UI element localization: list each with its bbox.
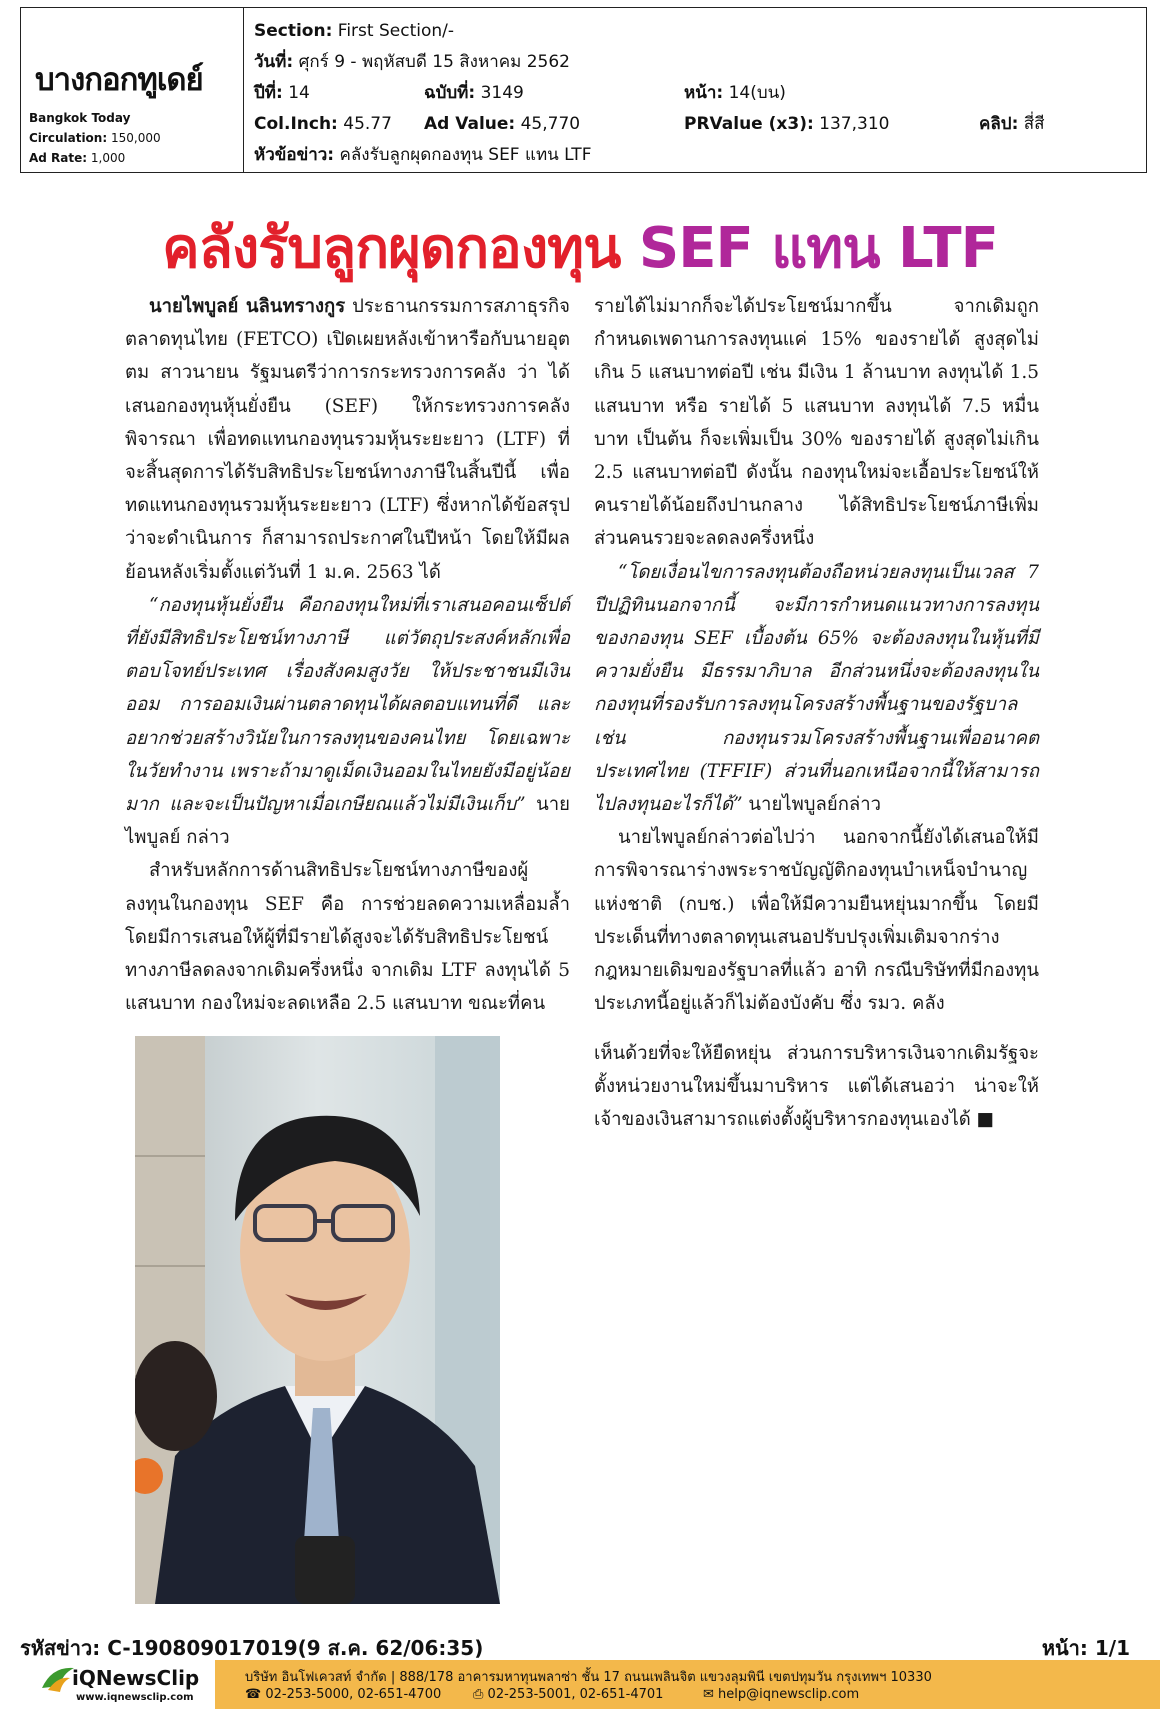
email-address[interactable]: help@iqnewsclip.com	[718, 1687, 860, 1702]
phone-contact	[245, 1687, 441, 1702]
quote-text: “กองทุนหุ้นยั่งยืน คือกองทุนใหม่ที่เราเสนอคอนเซ็ปต์ที่ยังมีสิทธิประโยชน์ทางภาษี แต่วัตถุประสงค์หลักเพื่อตอบโจทย์ประเทศ เรื่องสังคมสูงวัย ให้ประชาชนมีเงินออม การออมเงินผ่านตลาดทุนได้ผลตอบแทนที่ดี และอยากช่วยสร้างวินัยในการลงทุนของคนไทย โดยเฉพาะในวัยทำงาน เพราะถ้ามาดูเม็ดเงินออมในไทยยังมีอยู่น้อยมาก และจะเป็นปัญหาเมื่อเกษียณแล้วไม่มีเงินเก็บ”	[125, 594, 570, 816]
news-code: รหัสข่าว: C-190809017019(9 ส.ค. 62/06:35)	[20, 1636, 484, 1660]
fax-number: 02-253-5001, 02-651-4701	[487, 1687, 664, 1702]
paragraph: เห็นด้วยที่จะให้ยืดหยุ่น ส่วนการบริหารเงินจากเดิมรัฐจะตั้งหน่วยงานใหม่ขึ้นมาบริหาร แต่ได้เสนอว่า น่าจะให้เจ้าของเงินสามารถแต่งตั้งผู้บริหารกองทุนเองได้ ■	[594, 1043, 1039, 1131]
circulation-label: Circulation:	[29, 131, 108, 145]
paragraph	[125, 290, 570, 589]
advalue-label: Ad Value:	[424, 114, 516, 134]
section-label: Section:	[254, 21, 333, 41]
date-value: ศุกร์ 9 - พฤหัสบดี 15 สิงหาคม 2562	[298, 52, 570, 72]
paragraph	[125, 589, 570, 855]
colinch-label: Col.Inch:	[254, 114, 338, 134]
attribution-text: นายไพบูลย์กล่าว	[742, 794, 882, 816]
issue-label: ฉบับที่:	[424, 83, 476, 103]
headline-value: คลังรับลูกผุดกองทุน SEF แทน LTF	[339, 145, 592, 165]
title-part-red: คลังรับลูกผุดกองทุน	[162, 216, 621, 281]
year-label: ปีที่:	[254, 83, 283, 103]
adrate-value: 1,000	[90, 151, 126, 165]
article-column-right-top	[594, 290, 1039, 1020]
iqnewsclip-logo	[40, 1662, 210, 1706]
email-contact[interactable]	[703, 1687, 859, 1702]
year-value: 14	[288, 83, 310, 103]
phone-icon: ☎	[245, 1687, 262, 1702]
company-address: บริษัท อินโฟเควสท์ จำกัด | 888/178 อาคารมหาทุนพลาซ่า ชั้น 17 ถนนเพลินจิต แขวงลุมพินี เขตปทุมวัน กรุงเทพฯ 10330	[245, 1670, 932, 1685]
prvalue-value: 137,310	[819, 114, 890, 134]
portrait-photo-illustration	[135, 1036, 500, 1604]
brand-name: Bangkok Today	[29, 111, 131, 125]
issue-value: 3149	[480, 83, 524, 103]
publication-info	[29, 108, 161, 168]
advalue-value: 45,770	[520, 114, 581, 134]
clip-header	[20, 7, 1147, 173]
article-photo	[135, 1036, 500, 1604]
adrate-label: Ad Rate:	[29, 151, 88, 165]
date-label: วันที่:	[254, 52, 294, 72]
iqnewsclip-bird-icon	[40, 1664, 76, 1694]
quote-text: “โดยเงื่อนไขการลงทุนต้องถือหน่วยลงทุนเป็นเวลส 7 ปีปฏิทินนอกจากนี้ จะมีการกำหนดแนวทางการลงทุนของกองทุน SEF เบื้องต้น 65% จะต้องลงทุนในหุ้นที่มีความยั่งยืน มีธรรมาภิบาล อีกส่วนหนึ่งจะต้องลงทุนในกองทุนที่รองรับการลงทุนโครงสร้างพื้นฐานของรัฐบาล เช่น กองทุนรวมโครงสร้างพื้นฐานเพื่ออนาคตประเทศไทย (TFFIF) ส่วนที่นอกเหนือจากนี้ให้สามารถไปลงทุนอะไรก็ได้”	[594, 561, 1039, 816]
fax-contact	[473, 1687, 663, 1702]
page-indicator: หน้า: 1/1	[1041, 1636, 1130, 1660]
paragraph	[594, 556, 1039, 822]
publication-logo: บางกอกทูเดย์	[35, 62, 203, 98]
page-value: 14(บน)	[728, 83, 786, 103]
phone-number: 02-253-5000, 02-651-4700	[265, 1687, 442, 1702]
section-value: First Section/-	[337, 21, 454, 41]
article-title	[0, 203, 1160, 292]
clip-metadata	[244, 8, 1146, 172]
attribution-text: นายไพบูลย์ กล่าว	[125, 794, 570, 849]
title-part-purple: SEF แทน LTF	[638, 216, 998, 281]
prvalue-label: PRValue (x3):	[684, 114, 814, 134]
printer-icon: ⎙	[473, 1687, 484, 1702]
article-column-right-bottom	[594, 1037, 1039, 1137]
mail-icon: ✉	[703, 1687, 714, 1702]
article-column-left-top	[125, 290, 570, 1020]
paragraph: นายไพบูลย์กล่าวต่อไปว่า นอกจากนี้ยังได้เสนอให้มีการพิจารณาร่างพระราชบัญญัติกองทุนบำเหน็จบำนาญแห่งชาติ (กบช.) เพื่อให้มีความยืนหยุ่นมากขึ้น โดยมีประเด็นที่ทางตลาดทุนเสนอปรับปรุงเพิ่มเติมจากร่างกฎหมายเดิมของรัฐบาลที่แล้ว อาทิ กรณีบริษัทที่มีกองทุนประเภทนี้อยู่แล้วก็ไม่ต้องบังคับ ซึ่ง รมว. คลัง	[594, 827, 1039, 1015]
footer-contact-bar	[215, 1660, 1160, 1709]
clip-label: คลิป:	[979, 114, 1019, 134]
paragraph: รายได้ไม่มากก็จะได้ประโยชน์มากขึ้น จากเดิมถูกกำหนดเพดานการลงทุนแค่ 15% ของรายได้ สูงสุดไม่เกิน 5 แสนบาทต่อปี เช่น มีเงิน 1 ล้านบาท ลงทุนได้ 1.5 แสนบาท หรือ รายได้ 5 แสนบาท ลงทุนได้ 7.5 หมื่นบาท เป็นต้น ก็จะเพิ่มเป็น 30% ของรายได้ สูงสุดไม่เกิน 2.5 แสนบาทต่อปี ดังนั้น กองทุนใหม่จะเอื้อประโยชน์ให้คนรายได้น้อยถึงปานกลาง ได้สิทธิประโยชน์ภาษีเพิ่ม ส่วนคนรวยจะลดลงครึ่งหนึ่ง	[594, 296, 1039, 550]
paragraph-text: ประธานกรรมการสภาธุรกิจตลาดทุนไทย (FETCO) เปิดเผยหลังเข้าหารือกับนายอุตตม สาวนายน รัฐมนตรีว่าการกระทรวงการคลัง ว่า ได้เสนอกองทุนหุ้นยั่งยืน (SEF) ให้กระทรวงการคลังพิจารณา เพื่อทดแทนกองทุนรวมหุ้นระยะยาว (LTF) ที่จะสิ้นสุดการได้รับสิทธิประโยชน์ทางภาษีในสิ้นปีนี้ เพื่อทดแทนกองทุนรวมหุ้นระยะยาว (LTF) ซึ่งหากได้ข้อสรุปว่าจะดำเนินการ ก็สามารถประกาศในปีหน้า โดยให้มีผลย้อนหลังเริ่มตั้งแต่วันที่ 1 ม.ค. 2563 ได้	[125, 296, 570, 583]
clip-value: สี่สี	[1023, 114, 1045, 134]
iqnewsclip-brand-text: iQNewsClip	[72, 1666, 200, 1690]
colinch-value: 45.77	[343, 114, 392, 134]
circulation-value: 150,000	[110, 131, 161, 145]
page-label: หน้า:	[684, 83, 724, 103]
paragraph: สำหรับหลักการด้านสิทธิประโยชน์ทางภาษีของผู้ลงทุนในกองทุน SEF คือ การช่วยลดความเหลื่อมล้ำ โดยมีการเสนอให้ผู้ที่มีรายได้สูงจะได้รับสิทธิประโยชน์ทางภาษีลดลงจากเดิมครึ่งหนึ่ง จากเดิม LTF ลงทุนได้ 5 แสนบาท กองใหม่จะลดเหลือ 2.5 แสนบาท ขณะที่คน	[125, 860, 570, 1015]
headline-label: หัวข้อข่าว:	[254, 145, 335, 165]
speaker-name: นายไพบูลย์ นลินทรางกูร	[149, 296, 346, 317]
publication-brand	[21, 8, 244, 172]
iqnewsclip-url: www.iqnewsclip.com	[76, 1692, 194, 1703]
